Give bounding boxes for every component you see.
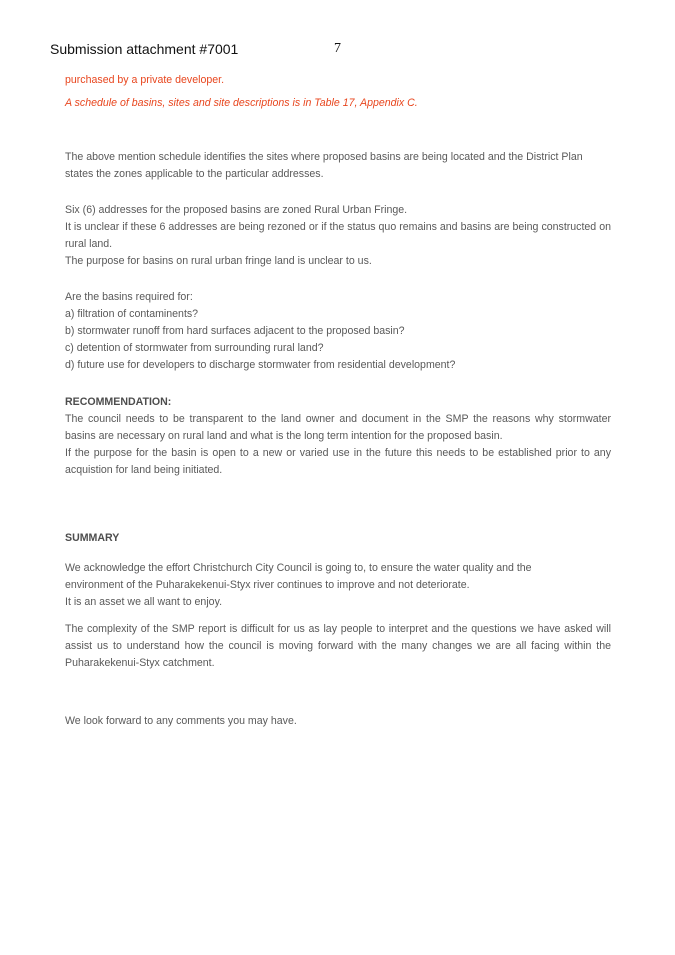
zoning-line-unclear: It is unclear if these 6 addresses are being rezoned or if the status quo remains and basins are being constructed on rural land. xyxy=(65,221,611,250)
basin-questions xyxy=(65,289,611,374)
summary-heading: SUMMARY xyxy=(65,532,120,544)
question-item: b) stormwater runoff from hard surfaces adjacent to the proposed basin? xyxy=(65,325,405,337)
recommendation-paragraph-purpose: If the purpose for the basin is open to a new or varied use in the future this needs to be established prior to any acquistion for land being initiated. xyxy=(65,447,611,476)
summary-paragraph-acknowledge xyxy=(65,560,611,611)
question-item: a) filtration of contaminents? xyxy=(65,308,199,320)
intro-line-schedule: A schedule of basins, sites and site descriptions is in Table 17, Appendix C. xyxy=(65,97,418,109)
questions-intro: Are the basins required for: xyxy=(65,291,193,303)
summary-line: We acknowledge the effort Christchurch City Council is going to, to ensure the water quality and the xyxy=(65,562,532,574)
summary-line: environment of the Puharakekenui-Styx river continues to improve and not deteriorate. xyxy=(65,579,470,591)
zoning-line-purpose: The purpose for basins on rural urban fringe land is unclear to us. xyxy=(65,255,372,267)
summary-line: It is an asset we all want to enjoy. xyxy=(65,596,223,608)
recommendation-section xyxy=(65,394,611,479)
submission-header-title: Submission attachment #7001 xyxy=(50,41,239,57)
question-item: c) detention of stormwater from surrounding rural land? xyxy=(65,342,324,354)
recommendation-paragraph-transparency: The council needs to be transparent to the land owner and document in the SMP the reasons why stormwater basins are necessary on rural land and what is the long term intention for the proposed basin. xyxy=(65,413,611,442)
question-item: d) future use for developers to discharge stormwater from residential development? xyxy=(65,359,456,371)
recommendation-heading: RECOMMENDATION: xyxy=(65,396,172,408)
summary-paragraph-complexity: The complexity of the SMP report is difficult for us as lay people to interpret and the questions we have asked will assist us to understand how the council is moving forward with the many changes we are all facing within the Puharakekenui-Styx catchment. xyxy=(65,623,611,669)
paragraph-zoning xyxy=(65,202,611,270)
page-number: 7 xyxy=(334,41,341,56)
zoning-line-addresses: Six (6) addresses for the proposed basins are zoned Rural Urban Fringe. xyxy=(65,204,408,216)
closing-line: We look forward to any comments you may have. xyxy=(65,715,297,727)
intro-line-developer: purchased by a private developer. xyxy=(65,74,225,86)
paragraph-schedule-sites: The above mention schedule identifies the sites where proposed basins are being located and the District Plan states the zones applicable to the particular addresses. xyxy=(65,151,583,180)
